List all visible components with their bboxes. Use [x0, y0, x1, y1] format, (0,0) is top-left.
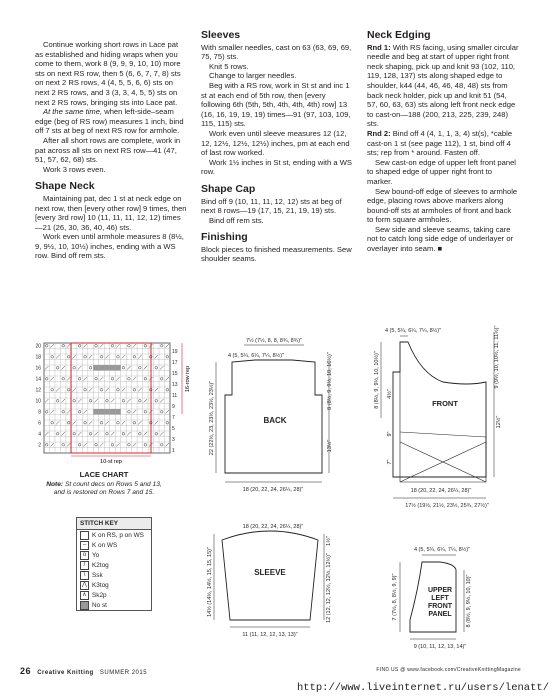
no-stitch-cell	[110, 365, 115, 371]
round-label: Rnd 1:	[367, 42, 391, 52]
paragraph: Bind off rem sts.	[209, 215, 264, 225]
front-schematic	[363, 322, 513, 517]
front-bottom: 18 (20, 22, 24, 26¼, 28)"	[410, 488, 472, 494]
stitch-key-label: K2tog	[92, 561, 109, 569]
section-heading: Shape Neck	[35, 180, 95, 193]
stitch-key-item	[77, 570, 151, 580]
sleeve-label: SLEEVE	[254, 568, 286, 577]
row-label: 15	[172, 371, 178, 377]
no-stitch-cell	[104, 365, 109, 371]
chart-grid	[44, 343, 170, 453]
rep-16-label: 16-row rep	[185, 365, 191, 393]
no-stitch-cell	[93, 365, 98, 371]
stitch-symbol-icon	[80, 601, 89, 610]
front-nine: 9"	[387, 431, 393, 437]
text: With RS facing, using smaller circular needle and beg at start of upper right front neck shaping, pick up and knit 93 (102, 110, 119, 128, 137) sts along shaped edge to shoulder, k44 (44, 46, 46, 48, 48) sts from back neck holder, pick up and knit 51 (54, 57, 60, 63, 63) sts along left front neck edge to cast-on—188 (200, 213, 225, 239, 248) sts.	[367, 42, 519, 129]
row-label: 13	[172, 382, 178, 388]
back-armhole: 8 (8½, 9, 9½, 10, 10½)"	[327, 352, 333, 410]
no-stitch-cell	[99, 409, 104, 415]
stitch-key-title: STITCH KEY	[77, 518, 151, 530]
sleeve-left-length: 14½ (14½, 14½, 15, 15, 15)"	[207, 547, 213, 617]
stitch-key-label: Yo	[92, 551, 100, 559]
sleeve-right-length: 12 (12, 12, 12½, 12½, 12½)"	[326, 553, 332, 623]
stitch-key-list	[77, 530, 151, 610]
paragraph	[35, 107, 187, 136]
row-label: 14	[35, 376, 41, 383]
row-label: 5	[172, 426, 175, 432]
panel-label-1: UPPER	[427, 587, 453, 594]
section-heading: Neck Edging	[367, 29, 431, 41]
stitch-key-item	[77, 580, 151, 590]
front-half: 4½"	[387, 389, 393, 399]
row-label: 9	[172, 404, 175, 410]
paragraph: Work even until sleeve measures 12 (12, 12, 12½, 12½, 12½) inches, pm at each end of last row worked.	[201, 128, 350, 158]
stitch-key-item	[77, 560, 151, 570]
panel-label-2: LEFT	[431, 595, 449, 602]
row-label: 10	[35, 398, 41, 405]
footer-find-us: FIND US @ www.facebook.com/CreativeKnittingMagazine	[376, 667, 521, 673]
row-label: 1	[172, 448, 175, 454]
row-label: 20	[35, 343, 41, 350]
section-heading: Finishing	[201, 231, 248, 244]
instructions-column-1	[35, 40, 187, 261]
front-right-armhole: 9 (9½, 10, 10½, 11, 11½)"	[494, 325, 500, 389]
stitch-symbol-icon: \	[80, 571, 89, 580]
back-schematic	[200, 333, 340, 503]
lace-chart-diagram	[30, 342, 200, 467]
row-label: 19	[172, 349, 178, 355]
back-top-width: 7½ (7½, 8, 8, 8¾, 8¾)"	[245, 338, 303, 344]
instructions-column-2	[201, 31, 354, 264]
stitch-symbol-icon: ⋀	[80, 581, 89, 590]
round-label: Rnd 2:	[367, 128, 391, 138]
row-label: 17	[172, 360, 178, 366]
row-label: 3	[172, 437, 175, 443]
stitch-key-item	[77, 550, 151, 560]
paragraph: Sew bound-off edge of sleeves to armhole edge, placing rows above markers along bound-off sts at armholes of front and back to form square armholes.	[367, 186, 518, 225]
row-label: 11	[172, 393, 178, 399]
paragraph: Change to larger needles.	[209, 71, 297, 81]
paragraph: Block pieces to finished measurements. Sew shoulder seams.	[201, 244, 352, 264]
panel-bottom: 9 (10, 11, 12, 13, 14)"	[413, 644, 467, 650]
paragraph: Sew cast-on edge of upper left front panel to shaped edge of upper right front to marker.	[367, 157, 516, 186]
no-stitch-cell	[115, 365, 120, 371]
sleeve-bottom: 11 (11, 12, 12, 13, 13)"	[242, 632, 298, 638]
paragraph: Sew side and sleeve seams, taking care not to catch long side edge of underlayer or overlayer into seam. ■	[367, 224, 514, 254]
panel-label-3: FRONT	[427, 603, 453, 610]
row-label: 6	[38, 420, 41, 427]
paragraph: After all short rows are complete, work in pat across all sts on next RS row—41 (47, 51, 57, 62, 68) sts.	[35, 135, 181, 165]
panel-right-height: 8 (8½, 9, 9½, 10, 10)"	[466, 574, 472, 628]
panel-top: 4 (5, 5¼, 6¼, 7¼, 8½)"	[413, 547, 471, 553]
upper-left-front-panel-schematic	[380, 540, 505, 655]
stitch-symbol-icon: –	[80, 541, 89, 550]
rep-10-label: 10-st rep	[100, 459, 122, 465]
watermark-url[interactable]: http://www.liveinternet.ru/users/lenatt/	[296, 682, 549, 694]
row-label: 2	[38, 442, 41, 449]
front-armhole: 8 (8½, 9, 9½, 10, 10½)"	[374, 351, 380, 409]
back-side: 13½"	[327, 439, 333, 453]
paragraph	[367, 43, 519, 129]
stitch-key-item	[77, 530, 151, 540]
paragraph: Work 1½ inches in St st, ending with a WS row.	[201, 157, 352, 177]
sleeve-schematic	[200, 520, 340, 645]
paragraph: Knit 5 rows.	[209, 61, 249, 71]
lace-chart-title: LACE CHART	[79, 470, 129, 479]
stitch-key-item	[77, 590, 151, 600]
text: Bind off 4 (4, 1, 1, 3, 4) st(s), *cable cast-on 1 st (see page 112), 1 st, bind off 4 sts; rep from * around. Fasten off.	[367, 128, 513, 158]
paragraph: With smaller needles, cast on 63 (63, 69, 69, 75, 75) sts.	[201, 42, 352, 62]
front-label: FRONT	[432, 399, 458, 408]
footer-left	[20, 666, 147, 676]
stitch-key-label: K on WS	[92, 541, 118, 549]
row-label: 4	[38, 431, 41, 438]
paragraph: Work 3 rows even.	[43, 164, 106, 174]
panel-label-4: PANEL	[428, 611, 452, 618]
stitch-symbol-icon: ∧	[80, 591, 89, 600]
stitch-key	[76, 517, 152, 611]
paragraph: Bind off 9 (10, 11, 11, 12, 12) sts at beg of next 8 rows—19 (17, 15, 21, 19, 19) sts.	[201, 196, 342, 216]
stitch-key-item	[77, 600, 151, 610]
paragraph: Beg with a RS row, work in St st and inc 1 st at each end of 5th row, then [every following 6th (5th, 5th, 4th, 4th, 4th) row] 13 (16, 16, 19, 19, 19) times—91 (97, 103, 109, 115, 115) sts.	[201, 80, 351, 129]
row-label: 12	[35, 387, 41, 394]
back-length: 22 (22½, 23, 23½, 23½, 23½)"	[209, 380, 215, 456]
section-heading: Shape Cap	[201, 182, 256, 195]
section-heading: Sleeves	[201, 29, 241, 41]
no-stitch-cell	[99, 365, 104, 371]
no-stitch-cell	[93, 409, 98, 415]
front-shoulder: 4 (5, 5¼, 6¼, 7¼, 8½)"	[384, 328, 442, 334]
issue: SUMMER 2015	[99, 670, 148, 676]
row-label: 18	[35, 354, 41, 361]
row-label: 8	[38, 409, 41, 416]
sleeve-top-width: 18 (20, 22, 24, 26¼, 28)"	[242, 524, 304, 530]
stitch-key-label: No st	[92, 601, 107, 609]
front-bottom-2: 17½ (19½, 21½, 23½, 25¾, 27½)"	[405, 503, 489, 509]
back-bottom: 18 (20, 22, 24, 26¼, 28)"	[242, 487, 304, 493]
back-shoulder: 4 (5, 5¼, 6¼, 7¼, 8½)"	[227, 353, 285, 359]
italic-text: At the same time,	[43, 107, 103, 117]
page-number: 26	[20, 666, 32, 676]
row-label: 7	[172, 415, 175, 421]
no-stitch-cell	[115, 409, 120, 415]
stitch-key-label: K3tog	[92, 581, 109, 589]
instructions-column-3	[367, 31, 519, 254]
back-label: BACK	[263, 416, 287, 425]
paragraph: Continue working short rows in Lace pat as established and hiding wraps when you come to them, work 8 (9, 9, 9, 10, 10) more sts on next RS row, then 5 (6, 6, 7, 7, 8) sts on next 2 RS rows, 4 (4, 5, 5, 6, 6) sts on next 2 RS rows, and 3 (3, 3, 4, 5, 5) sts on next 2 RS rows, bringing sts into Lace pat.	[35, 40, 181, 107]
paragraph: Maintaining pat, dec 1 st at neck edge on next row, then [every other row] 9 times, then [every 3rd row] 10 (11, 11, 11, 12, 12) times—21 (26, 30, 36, 40, 46) sts.	[35, 193, 187, 232]
no-stitch-cell	[110, 409, 115, 415]
note-text: St count decs on Rows 5 and 13, and is restored on Rows 7 and 15.	[53, 481, 162, 496]
stitch-symbol-icon	[80, 531, 89, 540]
text: when left-side–seam edge (beg of RS row) measures 1 inch, bind off 7 sts at beg of next RS row for armhole.	[35, 107, 184, 136]
front-seven: 7"	[387, 459, 393, 465]
paragraph	[367, 129, 519, 158]
stitch-key-label: Sk2p	[92, 591, 107, 599]
stitch-key-item	[77, 540, 151, 550]
sleeve-cap: 1½"	[326, 536, 332, 546]
front-twelve: 12½"	[496, 415, 502, 429]
stitch-symbol-icon: o	[80, 551, 89, 560]
no-stitch-cell	[104, 409, 109, 415]
panel-left-height: 7 (7½, 8, 8½, 9, 9)"	[392, 573, 398, 621]
stitch-key-label: K on RS, p on WS	[92, 531, 144, 539]
stitch-symbol-icon: /	[80, 561, 89, 570]
row-label: 16	[35, 365, 41, 372]
lace-chart-note	[40, 481, 168, 497]
magazine-name: Creative Knitting	[37, 670, 94, 676]
note-label: Note:	[46, 481, 64, 488]
paragraph: Work even until armhole measures 8 (8½, 9, 9½, 10, 10½) inches, ending with a WS row. Bind off rem sts.	[35, 232, 184, 261]
stitch-key-label: Ssk	[92, 571, 103, 579]
